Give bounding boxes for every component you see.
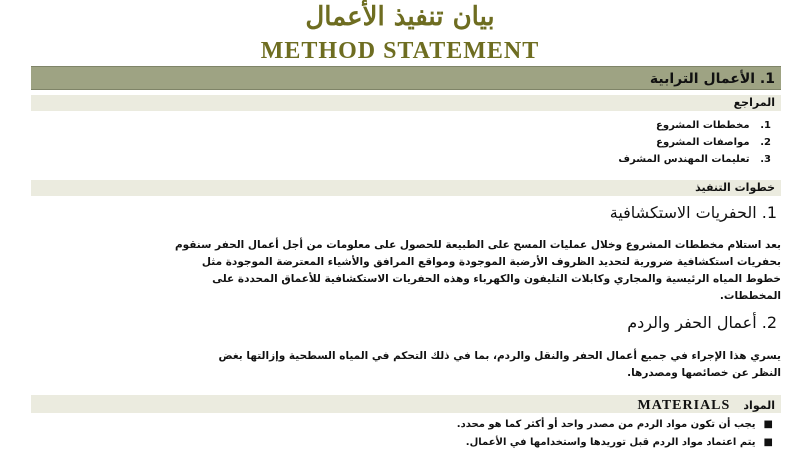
references-list (31, 117, 781, 168)
list-item-number: 2. (760, 137, 771, 148)
list-item (31, 434, 781, 452)
paragraph-line: المخططات. (719, 290, 781, 302)
excavation-heading: 2. أعمال الحفر والردم (627, 313, 777, 332)
section-header-earthworks: 1. الأعمال الترابية (31, 66, 781, 90)
list-item (31, 416, 781, 434)
steps-heading: خطوات التنفيذ (31, 180, 781, 196)
list-item-text: مواصفات المشروع (656, 137, 750, 148)
list-item-text: تعليمات المهندس المشرف (618, 154, 750, 165)
materials-label-arabic: المواد (743, 399, 775, 412)
materials-heading (31, 395, 781, 413)
paragraph-line: يسري هذا الإجراء في جميع أعمال الحفر والنقل والردم، بما في ذلك التحكم في المياه السطحية وإزالتها بغض (218, 350, 781, 362)
page-title-arabic: بيان تنفيذ الأعمال (305, 2, 495, 32)
paragraph-line: بعد استلام مخططات المشروع وخلال عمليات المسح على الطبيعة للحصول على معلومات من أجل أعمال الحفر سنقوم (174, 239, 781, 251)
paragraph-line: خطوط المياه الرئيسية والمجاري وكابلات التليفون والكهرباء وهذه الحفريات الاستكشافية للأعماق المحددة على (212, 273, 781, 285)
list-item-text: يجب أن تكون مواد الردم من مصدر واحد أو أكثر كما هو محدد. (456, 419, 756, 430)
paragraph-line: بحفريات استكشافية ضرورية لتحديد الظروف الأرضية الموجودة ومواقع المرافق والأشياء المعترضة الموجودة مثل (201, 256, 781, 268)
bullet-icon: ■ (763, 437, 773, 448)
exploratory-heading: 1. الحفريات الاستكشافية (609, 203, 777, 222)
list-item-number: 3. (760, 154, 771, 165)
list-item (31, 117, 781, 134)
list-item (31, 151, 781, 168)
exploratory-paragraph (31, 237, 781, 305)
excavation-paragraph (31, 348, 781, 382)
materials-label-english: MATERIALS (637, 398, 731, 413)
paragraph-line: النظر عن خصائصها ومصدرها. (627, 367, 781, 379)
list-item-text: مخططات المشروع (656, 120, 750, 131)
bullet-icon: ■ (763, 419, 773, 430)
list-item-number: 1. (760, 120, 771, 131)
references-heading: المراجع (31, 95, 781, 111)
page-title-english: METHOD STATEMENT (260, 38, 540, 64)
list-item-text: يتم اعتماد مواد الردم قبل توريدها واستخدامها في الأعمال. (465, 437, 756, 448)
list-item (31, 134, 781, 151)
materials-list (31, 416, 781, 452)
